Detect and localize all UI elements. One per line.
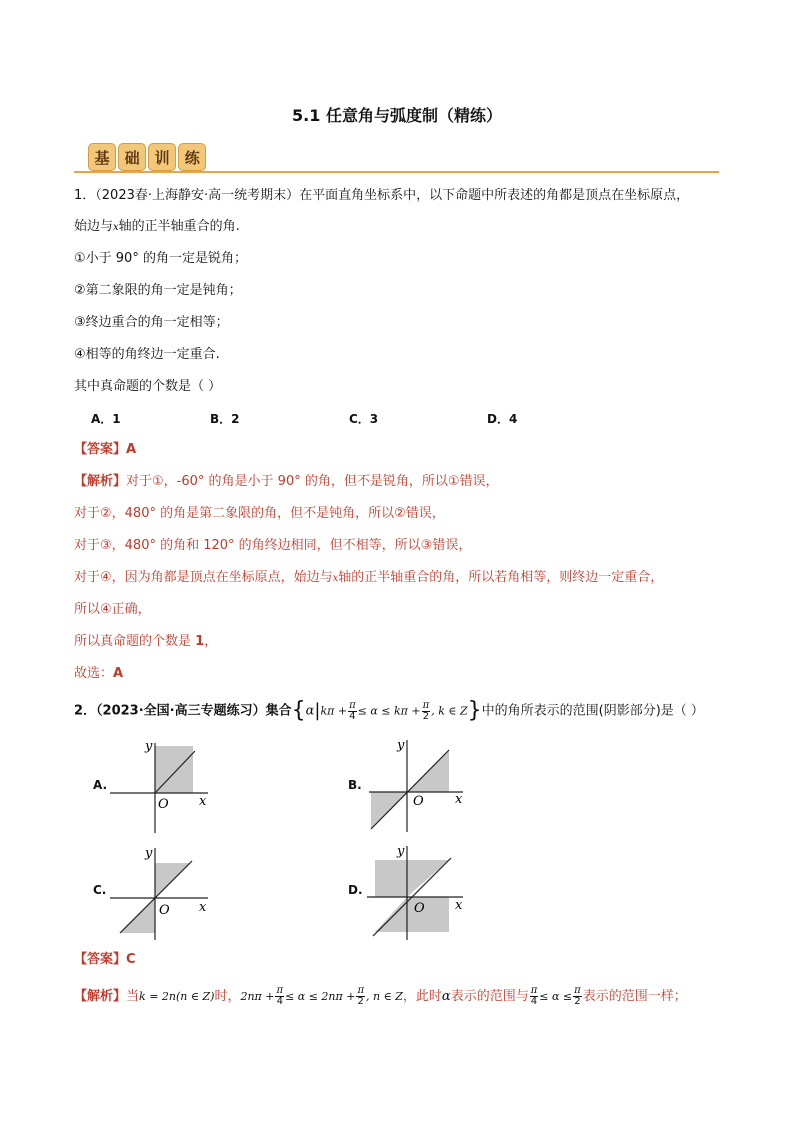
origin-label: O xyxy=(414,901,425,916)
banner-char-1: 基 xyxy=(88,143,116,171)
q1-ask: 其中真命题的个数是（ ） xyxy=(74,379,222,394)
q1-stem-text-1: 1．（2023春·上海静安·高一统考期末）在平面直角坐标系中，以下命题中所表述的角都是顶点在坐标原点， xyxy=(74,188,690,203)
q2-option-d-label: D. xyxy=(348,883,363,897)
q1-choose-value: A xyxy=(113,666,124,681)
banner-char-2: 础 xyxy=(118,143,146,171)
q2-analysis-ineq-3: , n ∈ Z xyxy=(366,990,403,1003)
q2-analysis-cond: k = 2n(n ∈ Z) xyxy=(139,990,215,1003)
axis-x-label: x xyxy=(455,792,463,807)
q1-item-2: ②第二象限的角一定是钝角； xyxy=(74,283,242,298)
frac-den: 2 xyxy=(422,710,430,722)
axis-x-label: x xyxy=(455,898,463,913)
frac-den: 4 xyxy=(349,710,356,722)
q1-answer xyxy=(74,440,136,460)
q1-option-d: D．4 xyxy=(487,412,518,426)
banner-char-3: 训 xyxy=(148,143,176,171)
q1-analysis-count: 1 xyxy=(195,634,205,649)
q1-analysis-2: 对于②，480° 的角是第二象限的角，但不是钝角，所以②错误， xyxy=(74,506,445,521)
page-title: 5.1 任意角与弧度制（精练） xyxy=(292,106,502,125)
set-left-brace: { xyxy=(291,698,306,723)
q1-analysis-label: 【解析】 xyxy=(74,474,127,489)
q1-stem-text-2a: 始边与 xyxy=(74,219,114,234)
q1-answer-label: 【答案】 xyxy=(74,442,127,457)
q1-option-a: A．1 xyxy=(91,412,121,426)
q2-figure-a xyxy=(110,738,220,833)
shaded-region xyxy=(155,746,193,793)
axis-y-label: y xyxy=(145,846,153,861)
frac-den: 4 xyxy=(530,996,538,1007)
axis-y-label: y xyxy=(397,738,405,753)
section-banner xyxy=(88,143,203,173)
q2-stem-prefix: 2．（2023·全国·高三专题练习）集合 xyxy=(74,703,292,719)
q2-answer xyxy=(74,950,136,970)
q2-analysis-text-e: 表示的范围一样； xyxy=(582,989,687,1004)
set-right-brace: } xyxy=(467,698,482,723)
q2-analysis-text-d: 表示的范围与 xyxy=(450,989,529,1004)
q2-frac-pi-4-a xyxy=(275,986,284,1007)
q2-stem xyxy=(74,698,704,725)
axis-y-label: y xyxy=(145,739,153,754)
q2-analysis-label: 【解析】 xyxy=(74,989,127,1004)
q2-figure-b xyxy=(365,735,475,832)
q2-analysis xyxy=(74,984,687,1010)
q2-analysis-ineq-4: ≤ α ≤ xyxy=(539,990,573,1003)
frac-num: π xyxy=(422,699,430,711)
q2-analysis-text-b: 时， xyxy=(214,989,241,1004)
q1-analysis-text-4a: 对于④，因为角都是顶点在坐标原点，始边与 xyxy=(74,570,333,585)
q1-stem-text-2b: 轴的正半轴重合的角. xyxy=(118,219,240,234)
frac-num: π xyxy=(349,699,356,711)
q1-answer-value: A xyxy=(126,442,137,457)
q2-analysis-text-a: 当 xyxy=(126,989,140,1004)
q2-answer-label: 【答案】 xyxy=(74,952,127,967)
q2-figure-c xyxy=(110,843,220,940)
q1-analysis-text-6c: ， xyxy=(204,634,218,649)
origin-label: O xyxy=(413,794,424,809)
q2-stem-suffix: 中的角所表示的范围(阴影部分)是（ ） xyxy=(481,703,704,719)
banner-char-4: 练 xyxy=(178,143,206,171)
q1-option-c: C．3 xyxy=(349,412,379,426)
axis-x-label: x xyxy=(199,900,207,915)
q1-x-symbol: x xyxy=(113,222,119,233)
q2-option-a-label: A. xyxy=(93,778,108,792)
q2-frac-pi-2-a xyxy=(356,986,365,1007)
q1-analysis-x-symbol: x xyxy=(332,573,339,584)
q2-frac-pi-2-b xyxy=(573,986,582,1007)
frac-num: π xyxy=(574,985,581,996)
set-k-pi: kπ + xyxy=(320,704,348,718)
q2-analysis-alpha: α xyxy=(441,989,451,1004)
frac-den: 2 xyxy=(574,996,581,1007)
q1-item-4: ④相等的角终边一定重合. xyxy=(74,347,220,362)
origin-label: O xyxy=(158,797,169,812)
q2-analysis-ineq-2: ≤ α ≤ 2nπ + xyxy=(285,990,356,1003)
q1-analysis-text-1: 对于①，-60° 的角是小于 90° 的角，但不是锐角，所以①错误， xyxy=(126,474,499,489)
q1-analysis-text-4b: 轴的正半轴重合的角，所以若角相等，则终边一定重合， xyxy=(338,570,664,585)
set-frac-pi-4 xyxy=(348,701,357,722)
frac-num: π xyxy=(357,985,365,996)
q1-item-1: ①小于 90° 的角一定是锐角； xyxy=(74,251,247,266)
axis-y-label: y xyxy=(397,844,405,859)
q1-stem-line-1 xyxy=(74,186,689,206)
q2-analysis-text-c: ，此时 xyxy=(402,989,442,1004)
axis-x-label: x xyxy=(199,794,207,809)
frac-den: 2 xyxy=(357,996,364,1007)
q1-item-3: ③终边重合的角一定相等； xyxy=(74,315,229,330)
q2-answer-value: C xyxy=(126,952,136,967)
q1-analysis-3: 对于③，480° 的角和 120° 的角终边相同，但不相等，所以③错误， xyxy=(74,538,472,553)
q1-stem-line-2 xyxy=(74,217,240,238)
set-alpha: α xyxy=(305,703,315,719)
q2-figure-d xyxy=(365,840,475,940)
q1-analysis-6 xyxy=(74,632,217,652)
banner-divider xyxy=(74,171,719,173)
q2-option-b-label: B. xyxy=(348,778,362,792)
frac-den: 4 xyxy=(276,996,283,1007)
q1-analysis-1 xyxy=(74,472,499,492)
q1-analysis-5: 所以④正确， xyxy=(74,602,151,617)
q1-choose-label: 故选： xyxy=(74,666,114,681)
frac-num: π xyxy=(276,985,284,996)
set-middle: ≤ α ≤ kπ + xyxy=(357,704,421,718)
set-frac-pi-2 xyxy=(422,701,431,722)
q2-frac-pi-4-b xyxy=(530,986,539,1007)
q2-analysis-ineq-1: 2nπ + xyxy=(240,990,275,1003)
set-tail: , k ∈ Z xyxy=(431,704,468,718)
set-bar: | xyxy=(314,700,321,721)
q1-analysis-text-6a: 所以真命题的个数是 xyxy=(74,634,196,649)
q1-option-b: B．2 xyxy=(210,412,240,426)
frac-num: π xyxy=(530,985,538,996)
q1-choose xyxy=(74,664,123,684)
q1-analysis-4 xyxy=(74,568,663,589)
q2-option-c-label: C. xyxy=(93,883,107,897)
origin-label: O xyxy=(159,903,170,918)
